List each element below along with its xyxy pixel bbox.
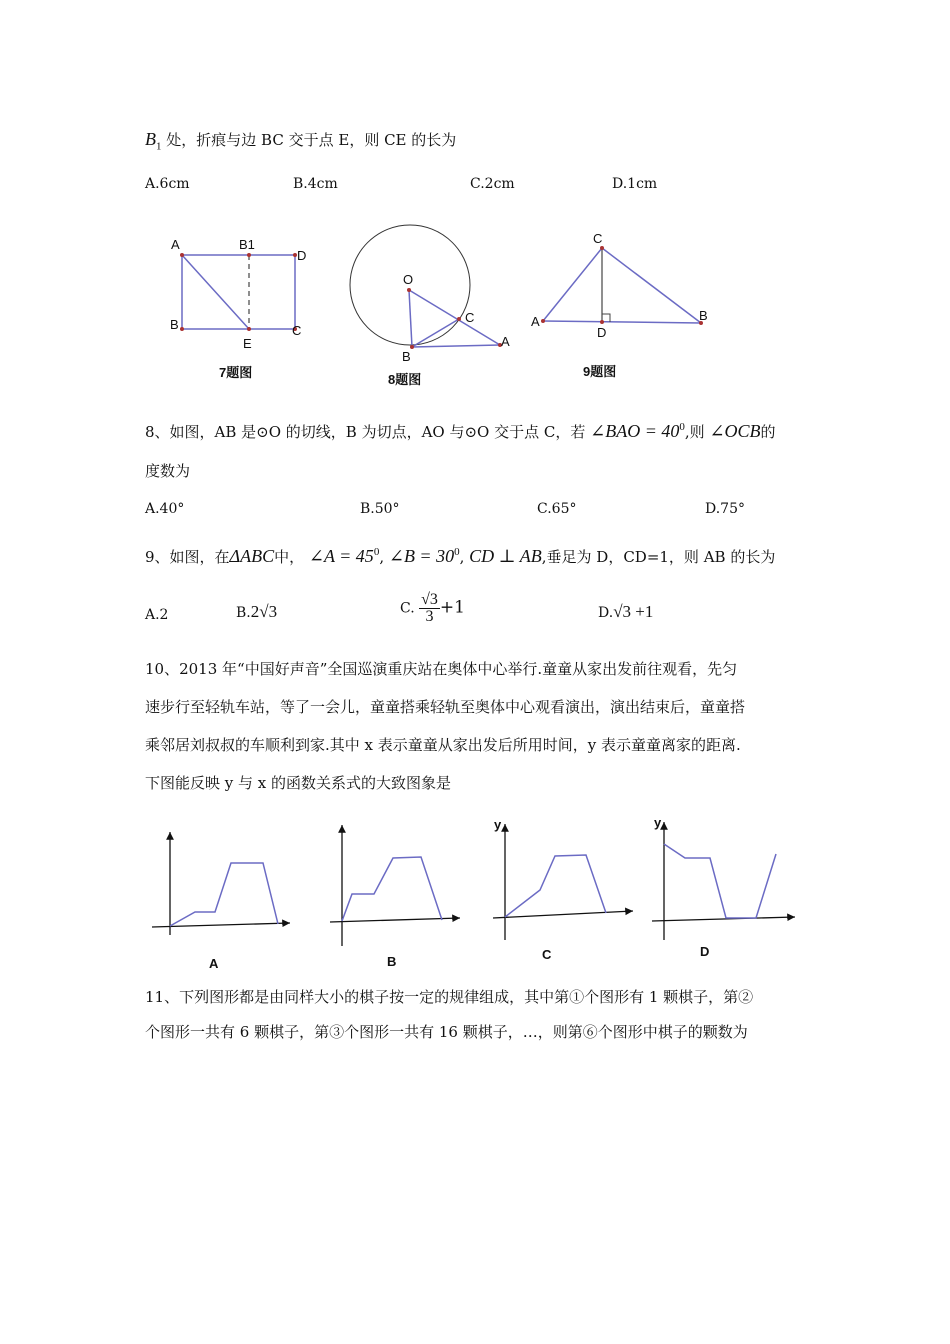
q10-line-4: 下图能反映 y 与 x 的函数关系式的大致图象是 [145,774,452,792]
q9-text-b: 中， [274,548,305,566]
q9-perpendicular: CD ⊥ AB [469,546,542,566]
graph-b [330,825,460,969]
q9-angle-a: ∠A = $45^0$ [308,546,380,566]
q8-text-c: 的 [760,423,776,441]
fig7-label-d: D [297,248,307,263]
fig7-label-b: B [170,317,179,332]
q9-text-c: ,垂足为 D，CD=1，则 AB 的长为 [541,548,776,566]
q7-option-a: A.6cm [145,176,190,192]
graph-a-label: A [209,956,219,971]
fig9-label-a: A [531,314,540,329]
fig8-label-b: B [402,349,411,364]
q10-line-1: 10、2013 年“中国好声音”全国巡演重庆站在奥体中心举行.童童从家出发前往观看，先匀 [145,660,738,678]
fig8-caption: 8题图 [388,372,422,387]
q9-option-d: D.√3 +1 [598,602,654,621]
q9-angle-b: ∠B = $30^0$ [388,546,460,566]
q8-stem-line2: 度数为 [145,462,191,480]
q8-option-a: A.40° [145,501,185,517]
q11-line-1: 11、下列图形都是由同样大小的棋子按一定的规律组成，其中第①个图形有 1 颗棋子，第② [145,988,754,1006]
q9-stem: 9、如图，在ΔABC中， ∠A = $45^0$, ∠B = $30^0$, CD ⊥ AB,垂足为 D，CD=1，则 AB 的长为 [145,546,776,566]
q10-line-3: 乘邻居刘叔叔的车顺利到家.其中 x 表示童童从家出发后所用时间，y 表示童童离家的距离. [145,736,741,754]
q11-line-2: 个图形一共有 6 颗棋子，第③个图形一共有 16 颗棋子，…，则第⑥个图形中棋子的颗数为 [145,1023,748,1041]
graph-d-label: D [700,944,710,959]
graph-d-y-label: y [654,815,662,830]
q8-option-b: B.50° [360,501,400,517]
q9-option-b: B.2√3 [236,602,278,621]
q10-graphs [140,810,820,975]
graph-c [493,817,633,962]
fig9-label-d: D [597,325,607,340]
fig7-label-c: C [292,323,302,338]
q7-option-b: B.4cm [293,176,338,192]
b1-symbol: $B_1$ [145,129,162,153]
q9-option-c: C. $\frac{√3}{3}$ +1 [400,591,465,625]
graph-c-y-label: y [494,817,502,832]
fig9-label-b: B [699,308,708,323]
graph-d [652,815,795,959]
q7-text: 处，折痕与边 BC 交于点 E，则 CE 的长为 [166,131,457,149]
q9-option-a: A.2 [145,607,169,623]
q8-stem-line1 [145,416,776,443]
q8-text-b: ,则 [684,423,705,441]
q7-stem [145,128,456,158]
q8-option-c: C.65° [537,501,577,517]
fig7-label-a: A [171,237,180,252]
fig8-label-c: C [465,310,475,325]
q7-option-d: D.1cm [612,176,658,192]
figure-7 [165,232,325,357]
q9-text-a: 9、如图，在 [145,548,230,566]
fig7-label-b1: B1 [239,237,255,252]
graph-c-label: C [542,947,552,962]
q8-angle-ocb: ∠OCB [709,421,761,441]
q7-option-c: C.2cm [470,176,515,192]
figure-9 [528,228,718,340]
q8-angle-bao: ∠BAO = $40^0$ [590,421,685,441]
fig8-label-a: A [501,334,510,349]
fig9-label-c: C [593,231,603,246]
graph-a [152,832,290,971]
graph-b-label: B [387,954,397,969]
q8-text-a: 8、如图，AB 是⊙O 的切线，B 为切点，AO 与⊙O 交于点 C，若 [145,423,586,441]
q9-triangle: ΔABC [229,546,275,566]
figure-8 [345,222,525,367]
fig9-caption: 9题图 [583,364,617,379]
q10-line-2: 速步行至轻轨车站，等了一会儿，童童搭乘轻轨至奥体中心观看演出，演出结束后，童童搭 [145,698,746,716]
fig7-caption: 7题图 [219,365,253,380]
fig7-label-e: E [243,336,252,351]
fig8-label-o: O [403,272,414,287]
q8-option-d: D.75° [705,501,745,517]
